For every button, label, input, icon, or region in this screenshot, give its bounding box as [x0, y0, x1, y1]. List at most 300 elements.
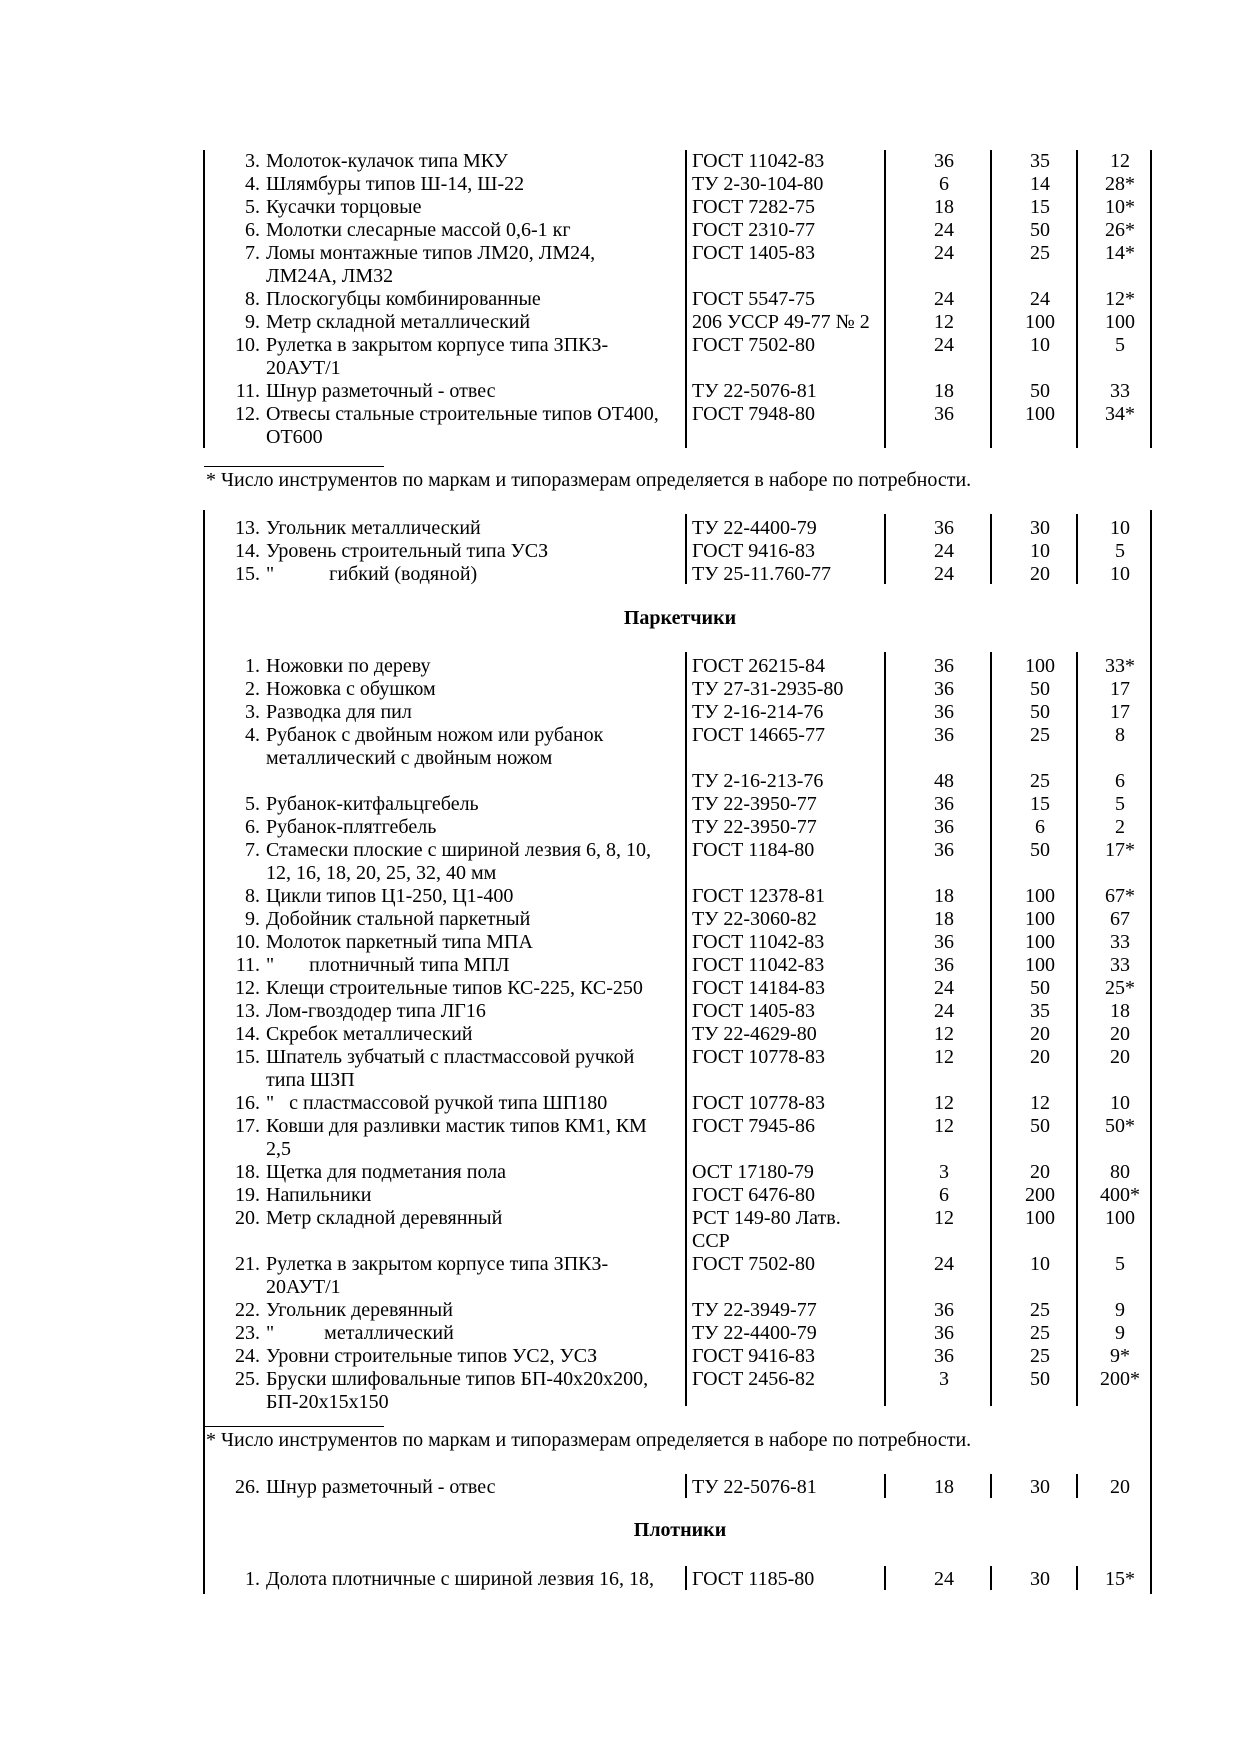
value-col-1: 36 [934, 839, 954, 861]
value-col-1: 36 [934, 517, 954, 539]
standard: ТУ 2-30-104-80 [692, 173, 824, 195]
row-number: 16. [235, 1092, 260, 1114]
standard: ГОСТ 2310-77 [692, 219, 815, 241]
row-number: 8. [245, 885, 260, 907]
tool-name: Напильники [266, 1184, 372, 1206]
value-col-3: 12* [1105, 288, 1135, 310]
value-col-2: 100 [1025, 403, 1055, 425]
value-col-2: 25 [1030, 1345, 1050, 1367]
table-row [0, 402, 1240, 426]
table-row [0, 976, 1240, 1000]
standard: ТУ 22-4400-79 [692, 517, 817, 539]
value-col-2: 100 [1025, 655, 1055, 677]
standard: ГОСТ 11042-83 [692, 150, 825, 172]
value-col-1: 36 [934, 1322, 954, 1344]
row-number: 20. [235, 1207, 260, 1229]
standard: ГОСТ 7945-86 [692, 1115, 815, 1137]
standard: ГОСТ 1185-80 [692, 1568, 815, 1590]
value-col-3: 12 [1110, 150, 1130, 172]
value-col-2: 100 [1025, 908, 1055, 930]
value-col-3: 5 [1115, 793, 1125, 815]
value-col-1: 6 [939, 1184, 949, 1206]
standard: ТУ 22-5076-81 [692, 380, 817, 402]
table-row [0, 1160, 1240, 1184]
footnote-rule [204, 466, 384, 467]
tool-name: Рубанок-плятгебель [266, 816, 437, 838]
table-row [0, 1091, 1240, 1115]
standard: ГОСТ 7948-80 [692, 403, 815, 425]
table-row [0, 861, 1240, 885]
value-col-2: 10 [1030, 540, 1050, 562]
row-number: 21. [235, 1253, 260, 1275]
value-col-2: 20 [1030, 1161, 1050, 1183]
value-col-1: 36 [934, 701, 954, 723]
table-row [0, 264, 1240, 288]
table-row [0, 1567, 1240, 1591]
tool-name: Молоток-кулачок типа МКУ [266, 150, 508, 172]
tool-name: Щетка для подметания пола [266, 1161, 507, 1183]
standard: ГОСТ 12378-81 [692, 885, 825, 907]
value-col-1: 24 [934, 1000, 954, 1022]
value-col-2: 20 [1030, 563, 1050, 585]
table-row [0, 746, 1240, 770]
tool-name: Шлямбуры типов Ш-14, Ш-22 [266, 173, 525, 195]
value-col-3: 28* [1105, 173, 1135, 195]
value-col-3: 17* [1105, 839, 1135, 861]
table-row [0, 356, 1240, 380]
value-col-1: 24 [934, 288, 954, 310]
standard: ГОСТ 26215-84 [692, 655, 825, 677]
row-number: 11. [235, 954, 260, 976]
table-row [0, 1321, 1240, 1345]
row-number: 7. [245, 242, 260, 264]
value-col-2: 50 [1030, 1368, 1050, 1390]
table-row [0, 287, 1240, 311]
table-row [0, 195, 1240, 219]
standard: ГОСТ 9416-83 [692, 540, 815, 562]
value-col-2: 10 [1030, 334, 1050, 356]
value-col-3: 6 [1115, 770, 1125, 792]
table-row [0, 1475, 1240, 1499]
row-number: 1. [245, 1568, 260, 1590]
row-number: 6. [245, 219, 260, 241]
value-col-1: 36 [934, 724, 954, 746]
standard: 206 УССР 49-77 № 2 [692, 311, 870, 333]
value-col-1: 24 [934, 1568, 954, 1590]
value-col-1: 36 [934, 1345, 954, 1367]
standard: ГОСТ 1405-83 [692, 1000, 815, 1022]
value-col-3: 5 [1115, 540, 1125, 562]
row-number: 24. [235, 1345, 260, 1367]
value-col-2: 50 [1030, 701, 1050, 723]
table-row [0, 1137, 1240, 1161]
row-number: 12. [235, 403, 260, 425]
standard: ОСТ 17180-79 [692, 1161, 814, 1183]
standard: ТУ 22-3949-77 [692, 1299, 817, 1321]
value-col-1: 18 [934, 908, 954, 930]
value-col-1: 3 [939, 1368, 949, 1390]
row-number: 9. [245, 908, 260, 930]
table-row [0, 1367, 1240, 1391]
tool-name: Рулетка в закрытом корпусе типа ЗПКЗ- [266, 334, 609, 356]
table-row [0, 1183, 1240, 1207]
tool-name: Шпатель зубчатый с пластмассовой ручкой [266, 1046, 635, 1068]
value-col-1: 12 [934, 1207, 954, 1229]
tool-name: 12, 16, 18, 20, 25, 32, 40 мм [266, 862, 497, 884]
table-row [0, 149, 1240, 173]
value-col-1: 36 [934, 954, 954, 976]
value-col-3: 100 [1105, 311, 1135, 333]
table-row [0, 792, 1240, 816]
value-col-1: 36 [934, 931, 954, 953]
tool-name: Уровни строительные типов УС2, УСЗ [266, 1345, 598, 1367]
tool-name: Кусачки торцовые [266, 196, 422, 218]
tool-name: Рулетка в закрытом корпусе типа ЗПКЗ- [266, 1253, 609, 1275]
row-number: 17. [235, 1115, 260, 1137]
value-col-1: 24 [934, 219, 954, 241]
tool-name: Ковши для разливки мастик типов КМ1, КМ [266, 1115, 647, 1137]
value-col-3: 10* [1105, 196, 1135, 218]
table-row [0, 953, 1240, 977]
standard: РСТ 149-80 Латв. [692, 1207, 841, 1229]
table-row [0, 677, 1240, 701]
tool-name: Угольник металлический [266, 517, 481, 539]
value-col-2: 24 [1030, 288, 1050, 310]
standard: ТУ 22-3950-77 [692, 816, 817, 838]
value-col-2: 35 [1030, 150, 1050, 172]
value-col-1: 18 [934, 196, 954, 218]
tool-name: Добойник стальной паркетный [266, 908, 531, 930]
table-row [0, 999, 1240, 1023]
value-col-2: 25 [1030, 1322, 1050, 1344]
value-col-1: 36 [934, 678, 954, 700]
value-col-2: 35 [1030, 1000, 1050, 1022]
row-number: 12. [235, 977, 260, 999]
table-row [0, 241, 1240, 265]
value-col-2: 30 [1030, 517, 1050, 539]
value-col-2: 12 [1030, 1092, 1050, 1114]
tool-name: Ломы монтажные типов ЛМ20, ЛМ24, [266, 242, 596, 264]
tool-name: Метр складной металлический [266, 311, 531, 333]
value-col-2: 15 [1030, 793, 1050, 815]
tool-name: Молоток паркетный типа МПА [266, 931, 533, 953]
standard: ТУ 22-3950-77 [692, 793, 817, 815]
value-col-1: 12 [934, 1023, 954, 1045]
value-col-1: 3 [939, 1161, 949, 1183]
row-number: 13. [235, 517, 260, 539]
value-col-1: 24 [934, 242, 954, 264]
value-col-1: 12 [934, 1046, 954, 1068]
tool-name: металлический с двойным ножом [266, 747, 553, 769]
value-col-3: 33* [1105, 655, 1135, 677]
table-row [0, 907, 1240, 931]
section-heading-parquet: Паркетчики [623, 607, 737, 629]
standard: ГОСТ 5547-75 [692, 288, 815, 310]
row-number: 3. [245, 150, 260, 172]
table-row [0, 700, 1240, 724]
value-col-1: 36 [934, 403, 954, 425]
value-col-2: 20 [1030, 1046, 1050, 1068]
row-number: 14. [235, 1023, 260, 1045]
tool-name: Шнур разметочный - отвес [266, 380, 496, 402]
table-row [0, 172, 1240, 196]
value-col-3: 10 [1110, 563, 1130, 585]
standard: ТУ 25-11.760-77 [692, 563, 831, 585]
table-row [0, 1275, 1240, 1299]
value-col-3: 67* [1105, 885, 1135, 907]
row-number: 15. [235, 563, 260, 585]
value-col-2: 30 [1030, 1476, 1050, 1498]
standard: ГОСТ 7502-80 [692, 1253, 815, 1275]
table-row [0, 539, 1240, 563]
row-number: 3. [245, 701, 260, 723]
row-number: 18. [235, 1161, 260, 1183]
tool-name: Разводка для пил [266, 701, 412, 723]
table-row [0, 1252, 1240, 1276]
value-col-3: 20 [1110, 1046, 1130, 1068]
tool-name: ОТ600 [266, 426, 323, 448]
tool-name: " гибкий (водяной) [266, 563, 478, 585]
standard: ГОСТ 14184-83 [692, 977, 825, 999]
table-row [0, 654, 1240, 678]
row-number: 15. [235, 1046, 260, 1068]
row-number: 14. [235, 540, 260, 562]
value-col-3: 9* [1110, 1345, 1130, 1367]
value-col-3: 33 [1110, 380, 1130, 402]
table-row [0, 562, 1240, 586]
value-col-2: 100 [1025, 954, 1055, 976]
value-col-2: 50 [1030, 839, 1050, 861]
row-number: 23. [235, 1322, 260, 1344]
standard: ГОСТ 1405-83 [692, 242, 815, 264]
row-number: 2. [245, 678, 260, 700]
value-col-2: 25 [1030, 242, 1050, 264]
value-col-1: 24 [934, 977, 954, 999]
standard: ГОСТ 6476-80 [692, 1184, 815, 1206]
footnote-rule [204, 1426, 384, 1427]
tool-name: Шнур разметочный - отвес [266, 1476, 496, 1498]
table-row [0, 1045, 1240, 1069]
value-col-1: 48 [934, 770, 954, 792]
value-col-1: 36 [934, 816, 954, 838]
footnote: * Число инструментов по маркам и типоразмерам определяется в наборе по потребности. [206, 1429, 972, 1451]
table-row [0, 769, 1240, 793]
value-col-1: 12 [934, 311, 954, 333]
row-number: 6. [245, 816, 260, 838]
value-col-2: 25 [1030, 724, 1050, 746]
table-row [0, 310, 1240, 334]
table-row [0, 333, 1240, 357]
row-number: 8. [245, 288, 260, 310]
value-col-3: 14* [1105, 242, 1135, 264]
value-col-3: 400* [1100, 1184, 1140, 1206]
standard: ГОСТ 11042-83 [692, 954, 825, 976]
tool-name: 2,5 [266, 1138, 291, 1160]
standard: ТУ 22-5076-81 [692, 1476, 817, 1498]
tool-name: " плотничный типа МПЛ [266, 954, 510, 976]
table-row [0, 838, 1240, 862]
value-col-1: 24 [934, 1253, 954, 1275]
standard: ГОСТ 7502-80 [692, 334, 815, 356]
value-col-3: 10 [1110, 517, 1130, 539]
tool-name: Рубанок с двойным ножом или рубанок [266, 724, 604, 746]
table-row [0, 516, 1240, 540]
section-heading-carpenters: Плотники [633, 1519, 727, 1541]
tool-name: Клещи строительные типов КС-225, КС-250 [266, 977, 643, 999]
value-col-1: 36 [934, 655, 954, 677]
value-col-1: 36 [934, 793, 954, 815]
tool-name: Молотки слесарные массой 0,6-1 кг [266, 219, 571, 241]
standard: ГОСТ 1184-80 [692, 839, 815, 861]
value-col-2: 15 [1030, 196, 1050, 218]
value-col-3: 20 [1110, 1023, 1130, 1045]
value-col-2: 50 [1030, 380, 1050, 402]
row-number: 26. [235, 1476, 260, 1498]
value-col-1: 18 [934, 885, 954, 907]
value-col-3: 17 [1110, 678, 1130, 700]
tool-name: Стамески плоские с шириной лезвия 6, 8, 10, [266, 839, 652, 861]
table-row [0, 1022, 1240, 1046]
standard: ССР [692, 1230, 730, 1252]
table-row [0, 1344, 1240, 1368]
value-col-3: 8 [1115, 724, 1125, 746]
table-row [0, 1229, 1240, 1253]
value-col-3: 10 [1110, 1092, 1130, 1114]
table-row [0, 723, 1240, 747]
tool-name: Метр складной деревянный [266, 1207, 503, 1229]
value-col-1: 36 [934, 150, 954, 172]
value-col-3: 25* [1105, 977, 1135, 999]
value-col-1: 6 [939, 173, 949, 195]
value-col-3: 34* [1105, 403, 1135, 425]
value-col-3: 9 [1115, 1299, 1125, 1321]
tool-name: Бруски шлифовальные типов БП-40х20х200, [266, 1368, 649, 1390]
standard: ГОСТ 10778-83 [692, 1046, 825, 1068]
standard: ТУ 2-16-214-76 [692, 701, 824, 723]
tool-name: Скребок металлический [266, 1023, 473, 1045]
row-number: 1. [245, 655, 260, 677]
value-col-2: 50 [1030, 678, 1050, 700]
value-col-3: 67 [1110, 908, 1130, 930]
table-row [0, 1068, 1240, 1092]
table-row [0, 1298, 1240, 1322]
value-col-1: 24 [934, 334, 954, 356]
value-col-3: 17 [1110, 701, 1130, 723]
standard: ТУ 22-4629-80 [692, 1023, 817, 1045]
value-col-3: 100 [1105, 1207, 1135, 1229]
value-col-3: 33 [1110, 954, 1130, 976]
standard: ТУ 27-31-2935-80 [692, 678, 844, 700]
value-col-3: 200* [1100, 1368, 1140, 1390]
table-row [0, 884, 1240, 908]
value-col-2: 30 [1030, 1568, 1050, 1590]
tool-name: Цикли типов Ц1-250, Ц1-400 [266, 885, 514, 907]
value-col-1: 12 [934, 1092, 954, 1114]
value-col-3: 33 [1110, 931, 1130, 953]
value-col-3: 18 [1110, 1000, 1130, 1022]
value-col-1: 18 [934, 380, 954, 402]
row-number: 4. [245, 724, 260, 746]
value-col-3: 20 [1110, 1476, 1130, 1498]
row-number: 10. [235, 334, 260, 356]
value-col-3: 5 [1115, 1253, 1125, 1275]
value-col-3: 50* [1105, 1115, 1135, 1137]
tool-name: " с пластмассовой ручкой типа ШП180 [266, 1092, 608, 1114]
value-col-1: 24 [934, 540, 954, 562]
standard: ТУ 22-3060-82 [692, 908, 817, 930]
table-row [0, 379, 1240, 403]
value-col-2: 25 [1030, 1299, 1050, 1321]
standard: ГОСТ 2456-82 [692, 1368, 815, 1390]
value-col-2: 6 [1035, 816, 1045, 838]
value-col-2: 100 [1025, 931, 1055, 953]
table-row [0, 930, 1240, 954]
value-col-3: 80 [1110, 1161, 1130, 1183]
value-col-2: 50 [1030, 977, 1050, 999]
row-number: 5. [245, 196, 260, 218]
tool-name: 20АУТ/1 [266, 1276, 341, 1298]
value-col-2: 50 [1030, 219, 1050, 241]
standard: ГОСТ 11042-83 [692, 931, 825, 953]
value-col-2: 100 [1025, 311, 1055, 333]
row-number: 9. [245, 311, 260, 333]
row-number: 13. [235, 1000, 260, 1022]
tool-name: Долота плотничные с шириной лезвия 16, 18, [266, 1568, 655, 1590]
tool-name: Ножовки по дереву [266, 655, 431, 677]
standard: ГОСТ 14665-77 [692, 724, 825, 746]
table-row [0, 1114, 1240, 1138]
row-number: 25. [235, 1368, 260, 1390]
value-col-1: 36 [934, 1299, 954, 1321]
value-col-3: 26* [1105, 219, 1135, 241]
row-number: 4. [245, 173, 260, 195]
tool-name: Лом-гвоздодер типа ЛГ16 [266, 1000, 486, 1022]
value-col-2: 14 [1030, 173, 1050, 195]
value-col-2: 200 [1025, 1184, 1055, 1206]
tool-name: " металлический [266, 1322, 454, 1344]
value-col-3: 2 [1115, 816, 1125, 838]
value-col-1: 12 [934, 1115, 954, 1137]
tool-name: Угольник деревянный [266, 1299, 453, 1321]
row-number: 10. [235, 931, 260, 953]
tool-name: типа ШЗП [266, 1069, 355, 1091]
standard: ТУ 2-16-213-76 [692, 770, 824, 792]
value-col-2: 20 [1030, 1023, 1050, 1045]
row-number: 5. [245, 793, 260, 815]
row-number: 22. [235, 1299, 260, 1321]
standard: ГОСТ 9416-83 [692, 1345, 815, 1367]
table-row [0, 1390, 1240, 1414]
value-col-2: 100 [1025, 885, 1055, 907]
value-col-2: 100 [1025, 1207, 1055, 1229]
tool-name: ЛМ24А, ЛМ32 [266, 265, 394, 287]
table-row [0, 815, 1240, 839]
row-number: 19. [235, 1184, 260, 1206]
value-col-2: 10 [1030, 1253, 1050, 1275]
value-col-3: 9 [1115, 1322, 1125, 1344]
table-row [0, 218, 1240, 242]
tool-name: БП-20х15х150 [266, 1391, 389, 1413]
table-row [0, 425, 1240, 449]
value-col-3: 5 [1115, 334, 1125, 356]
table-row [0, 1206, 1240, 1230]
tool-name: Отвесы стальные строительные типов ОТ400, [266, 403, 659, 425]
value-col-2: 25 [1030, 770, 1050, 792]
tool-name: Уровень строительный типа УСЗ [266, 540, 549, 562]
row-number: 7. [245, 839, 260, 861]
standard: ТУ 22-4400-79 [692, 1322, 817, 1344]
standard: ГОСТ 10778-83 [692, 1092, 825, 1114]
